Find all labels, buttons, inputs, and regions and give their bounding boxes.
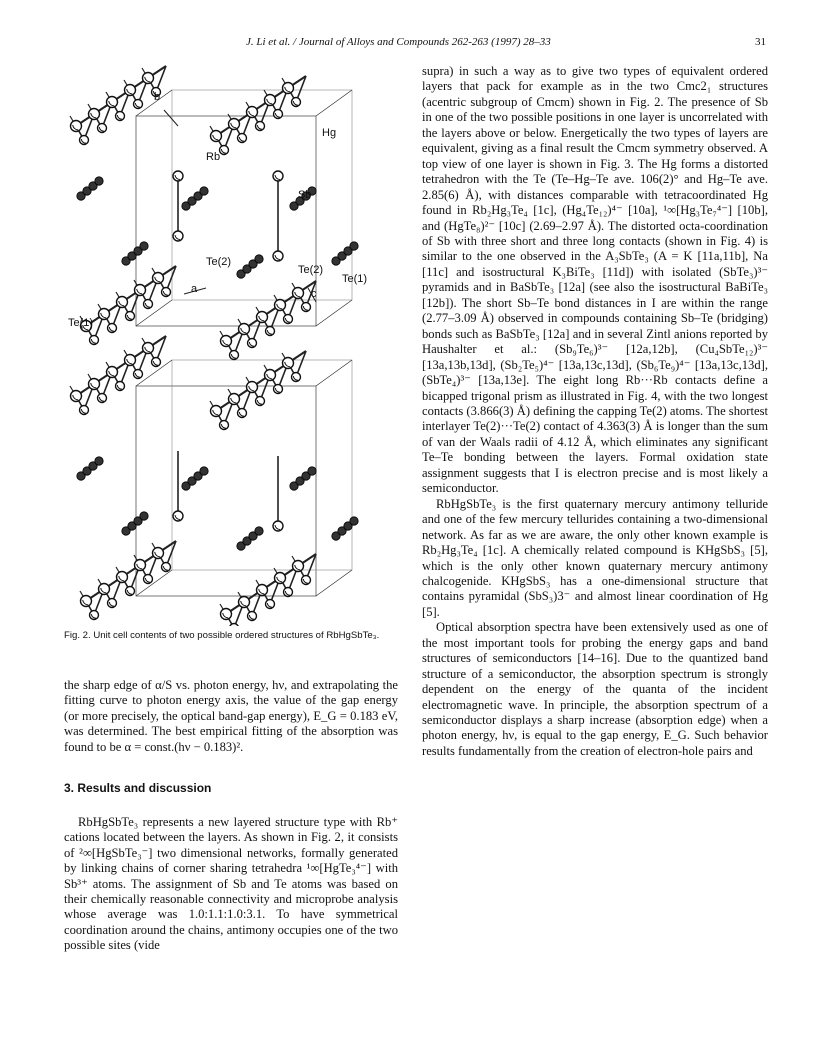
paragraph-optical: Optical absorption spectra have been extensively used as one of the most important tools for probing the energy gaps and band structures of semiconductors [14–16]. Due to the quantized band structure of a semiconductor, the absorption spectrum is strongly dependent on the energy of the quanta of the incident electromagnetic wave. In principle, the absorption spectrum of a semiconductor displays a sharp increase (absorption edge) when a photon energy, hν, is equal to the gap energy, E_G. Such behavior results fundamentally from the creation of electron-hole pairs and	[422, 620, 768, 758]
paragraph-results: RbHgSbTe₃ represents a new layered structure type with Rb⁺ cations located between the layers. As shown in Fig. 2, it consists of ²∞[HgSbTe₃⁻] two dimensional networks, formally generated by linking chains of corner sharing tetrahedra ¹∞[HgTe₃⁴⁻] with Sb³⁺ atoms. The assignment of Sb and Te atoms was based on their chemically reasonable connectivity and microprobe analysis whose average was 1.0:1.1:1.0:3.1. To have symmetrical coordination around the chains, antimony occupies one of the two possible sites (vide	[64, 814, 398, 953]
paragraph-continued: the sharp edge of α/S vs. photon energy, hν, and extrapolating the fitting curve to photon energy axis, the value of the gap energy (or more precisely, the optical band-gap energy), E_G = 0.183 eV, was determined. The best empirical fitting of the absorption was found to be α = const.(hν − 0.183)².	[64, 678, 398, 754]
left-column	[64, 678, 398, 954]
label-rb: Rb	[206, 151, 221, 163]
crystal-structure-figure	[66, 56, 398, 626]
rb-atom	[350, 517, 358, 525]
rb-atom	[95, 457, 103, 465]
rb-atom	[140, 512, 148, 520]
paragraph-comparison: RbHgSbTe₃ is the first quaternary mercury antimony telluride and one of the few mercury tellurides containing a two-dimensional network. As far as we are aware, the only other known example is Rb₂Hg₃Te₄ [1c]. A chemically related compound is KHgSbS₃ [5], which is the only other known quaternary mercury antimony chalcogenide. KHgSbS₃ has a one-dimensional structure that contains pyramidal (SbS₃)3⁻ and almost linear coordination of Hg [5].	[422, 496, 768, 619]
unit-cell-top-edge	[316, 300, 352, 326]
label-a: a	[191, 283, 198, 295]
crystal-structure-drawing	[66, 56, 398, 626]
unit-cell-bottom-edge	[136, 570, 172, 596]
section-heading: 3. Results and discussion	[64, 781, 212, 796]
running-header	[66, 36, 766, 52]
label-te1-left: Te(1)	[68, 317, 94, 329]
rb-atom	[350, 242, 358, 250]
label-c: c	[311, 288, 317, 300]
rb-atom	[308, 467, 316, 475]
rb-atom	[200, 187, 208, 195]
right-column	[422, 64, 768, 759]
label-sb: Sb	[298, 189, 312, 201]
rb-atom	[140, 242, 148, 250]
journal-citation: J. Li et al. / Journal of Alloys and Compounds 262-263 (1997) 28–33	[246, 36, 551, 48]
label-b: b	[154, 91, 161, 103]
rb-atom	[95, 177, 103, 185]
rb-atom	[200, 467, 208, 475]
label-te2-right: Te(2)	[298, 264, 324, 276]
axis-b	[164, 110, 178, 126]
rb-atom	[255, 255, 263, 263]
label-te2-left: Te(2)	[206, 256, 232, 268]
page-number: 31	[755, 36, 766, 48]
paragraph-structure: supra) in such a way as to give two types of equivalent ordered layers that pack for example as in the two Cmc2₁ structures (acentric subgroup of Cmcm) shown in Fig. 2. The presence of Sb in one of the two possible positions in one layer is uncorrelated with the layers above or below. Energetically the two types of layers are equivalent, giving as a final result the Cmcm symmetry observed. A top view of one layer is shown in Fig. 3. The Hg forms a distorted tetrahedron with the Te (Te–Hg–Te ave. 106(2)° and Hg–Te ave. 2.85(6) Å), with distances comparable with tetracoordinated Hg found in Rb₂Hg₃Te₄ [1c], (Hg₄Te₁₂)⁴⁻ [10a], ¹∞[Hg₃Te₇⁴⁻] [10b], and (HgTe₈)²⁻ [10c] (2.69–2.97 Å). The distorted octa-coordination of Sb with three short and three long contacts (shown in Fig. 4) is similar to the one observed in the A₃SbTe₃ (A = K [11a,11b], Na [11c] and isostructural K₃BiTe₃ [11d]) with isolated (SbTe₃)³⁻ pyramids and in BaSbTe₃ [12a] (see also the isostructural BaBiTe₃ [12b]). The short Sb–Te bond distances in I are within the range (2.77–3.09 Å) observed in compounds containing Sb–Te (bridging) bonds such as BaSbTe₃ [12a] and in several Zintl anions reported by Haushalter et al.: (Sb₉Te₆)³⁻ [12a,12b], (Cu₄SbTe₁₂)³⁻ [13a,13b,13d], (Sb₂Te₅)⁴⁻ [13a,13c,13d], (Sb₆Te₉)⁴⁻ [13a,13c,13d], (SbTe₄)³⁻ [13a,13e]. The eight long Rb···Rb contacts define a bicapped trigonal prism as illustrated in Fig. 4, with the two longest contacts (3.866(3) Å) defining the capping Te(2) atoms. The shortest interlayer Te(2)···Te(2) contact of 4.363(3) Å is longer than the sum of van der Waals radii of 4.12 Å, which eliminates any significant Te–Te bonding between the layers. Formal oxidation state assignment suggests that I is electron precise and is most likely a semiconductor.	[422, 64, 768, 496]
label-te1-right: Te(1)	[342, 273, 368, 285]
unit-cell-top-edge	[316, 90, 352, 116]
structure-drawing	[70, 66, 358, 626]
rb-atom	[255, 527, 263, 535]
label-hg: Hg	[322, 127, 337, 139]
unit-cell-bottom-back	[172, 360, 352, 570]
unit-cell-bottom-edge	[316, 570, 352, 596]
unit-cell-top-edge	[136, 300, 172, 326]
figure-caption: Fig. 2. Unit cell contents of two possible ordered structures of RbHgSbTe₃.	[64, 630, 380, 641]
unit-cell-bottom-edge	[316, 360, 352, 386]
layer-chain-atom	[230, 624, 239, 627]
